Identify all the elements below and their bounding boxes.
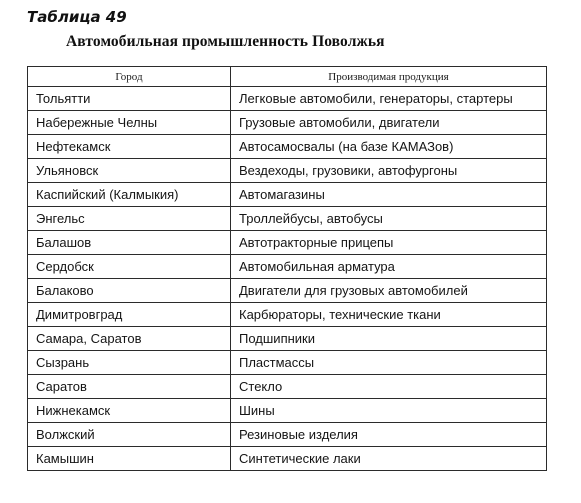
city-cell: Балаково [28,279,231,303]
table-row [28,87,547,111]
table-row [28,111,547,135]
city-cell: Сызрань [28,351,231,375]
city-cell: Сердобск [28,255,231,279]
table-row [28,255,547,279]
products-cell: Пластмассы [231,351,547,375]
products-cell: Синтетические лаки [231,447,547,471]
city-cell: Балашов [28,231,231,255]
table-row [28,231,547,255]
table-row [28,327,547,351]
table-row [28,159,547,183]
table-row [28,423,547,447]
table-row [28,207,547,231]
table-row [28,303,547,327]
products-cell: Легковые автомобили, генераторы, стартеры [231,87,547,111]
city-cell: Нижнекамск [28,399,231,423]
data-table [27,66,547,471]
products-cell: Вездеходы, грузовики, автофургоны [231,159,547,183]
products-cell: Автомобильная арматура [231,255,547,279]
city-cell: Ульяновск [28,159,231,183]
city-cell: Нефтекамск [28,135,231,159]
table-body [28,87,547,471]
city-cell: Камышин [28,447,231,471]
city-cell: Самара, Саратов [28,327,231,351]
city-cell: Набережные Челны [28,111,231,135]
products-cell: Автотракторные прицепы [231,231,547,255]
products-cell: Троллейбусы, автобусы [231,207,547,231]
city-cell: Саратов [28,375,231,399]
table-row [28,351,547,375]
products-cell: Двигатели для грузовых автомобилей [231,279,547,303]
city-cell: Энгельс [28,207,231,231]
table-row [28,447,547,471]
products-cell: Карбюраторы, технические ткани [231,303,547,327]
city-cell: Тольятти [28,87,231,111]
city-cell: Димитровград [28,303,231,327]
products-cell: Подшипники [231,327,547,351]
table-row [28,279,547,303]
column-header-city: Город [28,67,231,87]
column-header-products: Производимая продукция [231,67,547,87]
products-cell: Стекло [231,375,547,399]
products-cell: Автомагазины [231,183,547,207]
products-cell: Резиновые изделия [231,423,547,447]
header-row [28,67,547,87]
products-cell: Автосамосвалы (на базе КАМАЗов) [231,135,547,159]
table-row [28,399,547,423]
table-row [28,135,547,159]
products-cell: Шины [231,399,547,423]
table-row [28,183,547,207]
table-title: Автомобильная промышленность Поволжья [66,33,385,50]
products-cell: Грузовые автомобили, двигатели [231,111,547,135]
table-row [28,375,547,399]
city-cell: Каспийский (Калмыкия) [28,183,231,207]
city-cell: Волжский [28,423,231,447]
table-number: Таблица 49 [27,8,127,26]
